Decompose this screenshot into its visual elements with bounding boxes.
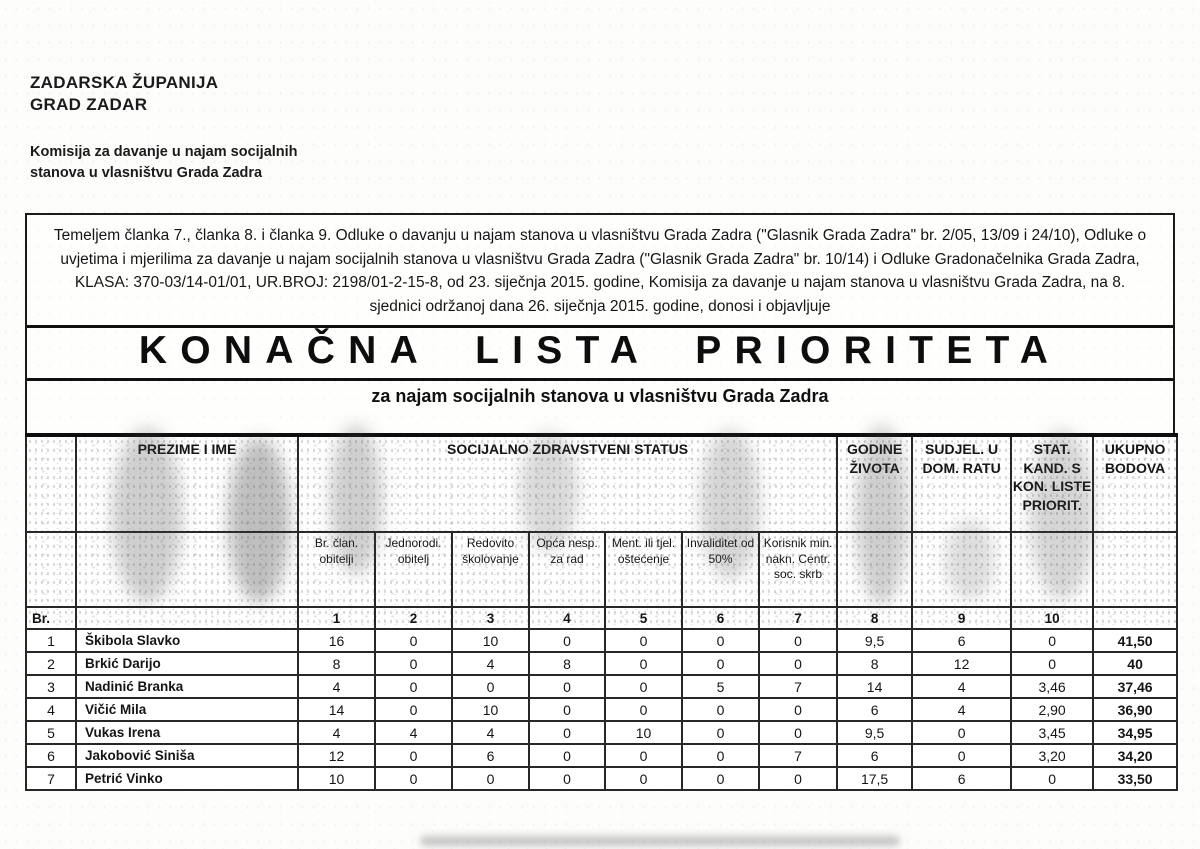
subheader-empty-stat <box>1011 532 1093 607</box>
cell-name: Vičić Mila <box>76 698 298 721</box>
cell-v4: 0 <box>529 744 605 767</box>
cell-name: Brkić Darijo <box>76 652 298 675</box>
header-row-groups <box>26 435 1177 532</box>
number-col-6: 6 <box>682 607 759 629</box>
cell-v7: 7 <box>759 744 837 767</box>
cell-rank: 4 <box>26 698 76 721</box>
cell-v4: 0 <box>529 675 605 698</box>
subcol-header-redovito-skolovanje: Redovito školovanje <box>452 532 529 607</box>
cell-v7: 0 <box>759 767 837 790</box>
subheader-empty-godine <box>837 532 912 607</box>
cell-godine: 17,5 <box>837 767 912 790</box>
document-header-box <box>25 213 1175 433</box>
cell-v7: 7 <box>759 675 837 698</box>
col-header-sudjel-dom-ratu: SUDJEL. U DOM. RATU <box>912 435 1011 532</box>
cell-v1: 16 <box>298 629 375 652</box>
cell-sudjel: 6 <box>912 767 1011 790</box>
cell-ukupno: 40 <box>1093 652 1177 675</box>
cell-v6: 5 <box>682 675 759 698</box>
cell-rank: 2 <box>26 652 76 675</box>
cell-stat: 0 <box>1011 629 1093 652</box>
cell-v2: 4 <box>375 721 452 744</box>
cell-v2: 0 <box>375 767 452 790</box>
cell-v2: 0 <box>375 652 452 675</box>
table-row <box>26 698 1177 721</box>
cell-v3: 4 <box>452 721 529 744</box>
subheader-empty-sudjel <box>912 532 1011 607</box>
cell-v4: 0 <box>529 767 605 790</box>
header-row-numbers <box>26 607 1177 629</box>
cell-godine: 6 <box>837 744 912 767</box>
number-row-label: Br. <box>26 607 76 629</box>
subcol-header-jednorodi-obitelj: Jednorodi. obitelj <box>375 532 452 607</box>
number-col-9: 9 <box>912 607 1011 629</box>
table-row <box>26 744 1177 767</box>
subheader-empty-br <box>26 532 76 607</box>
letterhead <box>30 72 298 184</box>
number-col-5: 5 <box>605 607 682 629</box>
cell-rank: 1 <box>26 629 76 652</box>
col-header-godine-zivota: GODINE ŽIVOTA <box>837 435 912 532</box>
letterhead-commission-line2: stanova u vlasništvu Grada Zadra <box>30 164 263 181</box>
cell-stat: 3,20 <box>1011 744 1093 767</box>
cell-v4: 0 <box>529 698 605 721</box>
table-row <box>26 629 1177 652</box>
subcol-header-ment-tjel-ostecenje: Ment. ili tjel. oštećenje <box>605 532 682 607</box>
subcol-header-invaliditet: Invaliditet od 50% <box>682 532 759 607</box>
cell-name: Vukas Irena <box>76 721 298 744</box>
table-row <box>26 675 1177 698</box>
cell-v3: 10 <box>452 629 529 652</box>
cell-v5: 0 <box>605 652 682 675</box>
cell-v1: 8 <box>298 652 375 675</box>
cell-godine: 9,5 <box>837 721 912 744</box>
cell-v1: 10 <box>298 767 375 790</box>
page-subtitle: za najam socijalnih stanova u vlasništvu Grada Zadra <box>371 386 829 407</box>
cell-sudjel: 0 <box>912 721 1011 744</box>
subheader-empty-name <box>76 532 298 607</box>
number-row-empty-name <box>76 607 298 629</box>
cell-stat: 0 <box>1011 767 1093 790</box>
cell-v7: 0 <box>759 721 837 744</box>
number-col-2: 2 <box>375 607 452 629</box>
cell-rank: 7 <box>26 767 76 790</box>
cell-stat: 3,45 <box>1011 721 1093 744</box>
cell-sudjel: 4 <box>912 675 1011 698</box>
cell-v5: 0 <box>605 675 682 698</box>
table-row <box>26 721 1177 744</box>
cell-v2: 0 <box>375 744 452 767</box>
number-row-empty-ukupno <box>1093 607 1177 629</box>
cell-v3: 4 <box>452 652 529 675</box>
cell-godine: 6 <box>837 698 912 721</box>
cell-ukupno: 33,50 <box>1093 767 1177 790</box>
cell-v7: 0 <box>759 629 837 652</box>
cell-godine: 8 <box>837 652 912 675</box>
header-br-empty <box>26 435 76 532</box>
cell-v6: 0 <box>682 767 759 790</box>
table-row <box>26 652 1177 675</box>
title-row <box>27 325 1173 381</box>
cell-v7: 0 <box>759 698 837 721</box>
cell-v3: 0 <box>452 675 529 698</box>
cell-sudjel: 12 <box>912 652 1011 675</box>
cell-v2: 0 <box>375 629 452 652</box>
number-col-1: 1 <box>298 607 375 629</box>
cell-v3: 6 <box>452 744 529 767</box>
cell-sudjel: 0 <box>912 744 1011 767</box>
subtitle-row <box>27 381 1173 433</box>
page-title: KONAČNA LISTA PRIORITETA <box>138 329 1062 373</box>
cell-v3: 0 <box>452 767 529 790</box>
cell-ukupno: 36,90 <box>1093 698 1177 721</box>
cell-v5: 0 <box>605 744 682 767</box>
cell-v2: 0 <box>375 675 452 698</box>
cell-v1: 12 <box>298 744 375 767</box>
cell-rank: 6 <box>26 744 76 767</box>
cell-v5: 10 <box>605 721 682 744</box>
cell-v5: 0 <box>605 629 682 652</box>
cell-ukupno: 37,46 <box>1093 675 1177 698</box>
subheader-empty-ukupno <box>1093 532 1177 607</box>
number-col-4: 4 <box>529 607 605 629</box>
header-row-subcolumns <box>26 532 1177 607</box>
cell-ukupno: 34,20 <box>1093 744 1177 767</box>
number-col-10: 10 <box>1011 607 1093 629</box>
number-col-8: 8 <box>837 607 912 629</box>
cell-sudjel: 6 <box>912 629 1011 652</box>
preamble-text: Temeljem članka 7., članka 8. i članka 9. Odluke o davanju u najam stanova u vlasništvu Grada Zadra ("Glasnik Grada Zadra" br. 2/05, 13/09 i 24/10), Odluke o uvjetima i mjerilima za davanje u najam socijalnih stanova u vlasništvu Grada Zadra ("Glasnik Grada Zadra" br. 10/14) i Odluke Gradonačelnika Grada Zadra, KLASA: 370-03/14-01/01, UR.BROJ: 2198/01-2-15-8, od 23. siječnja 2015. godine, Komisija za davanje u najam stanova u vlasništvu Grada Zadra, na 8. sjednici održanoj dana 26. siječnja 2015. godine, donosi i objavljuje <box>53 227 1147 315</box>
col-header-stat-kand: STAT. KAND. S KON. LISTE PRIORIT. <box>1011 435 1093 532</box>
cell-v4: 0 <box>529 629 605 652</box>
table-row <box>26 767 1177 790</box>
number-col-7: 7 <box>759 607 837 629</box>
subcol-header-opca-nesp-za-rad: Opća nesp. za rad <box>529 532 605 607</box>
cell-v1: 4 <box>298 721 375 744</box>
cell-stat: 2,90 <box>1011 698 1093 721</box>
cell-v7: 0 <box>759 652 837 675</box>
cell-name: Jakobović Siniša <box>76 744 298 767</box>
cell-v4: 0 <box>529 721 605 744</box>
cell-v4: 8 <box>529 652 605 675</box>
priority-table <box>25 433 1178 791</box>
cell-ukupno: 41,50 <box>1093 629 1177 652</box>
cell-v6: 0 <box>682 744 759 767</box>
subcol-header-br-clan-obitelji: Br. član. obitelji <box>298 532 375 607</box>
cell-v3: 10 <box>452 698 529 721</box>
cell-stat: 0 <box>1011 652 1093 675</box>
cell-v1: 14 <box>298 698 375 721</box>
cell-godine: 9,5 <box>837 629 912 652</box>
cell-v1: 4 <box>298 675 375 698</box>
letterhead-commission-line1: Komisija za davanje u najam socijalnih <box>30 143 298 160</box>
cell-rank: 3 <box>26 675 76 698</box>
number-col-3: 3 <box>452 607 529 629</box>
col-header-socijalno-status: SOCIJALNO ZDRAVSTVENI STATUS <box>298 435 837 532</box>
cell-ukupno: 34,95 <box>1093 721 1177 744</box>
cell-name: Nadinić Branka <box>76 675 298 698</box>
cell-v6: 0 <box>682 652 759 675</box>
letterhead-city: GRAD ZADAR <box>30 95 148 115</box>
letterhead-county: ZADARSKA ŽUPANIJA <box>30 73 219 92</box>
cell-v6: 0 <box>682 721 759 744</box>
cell-v5: 0 <box>605 767 682 790</box>
subcol-header-korisnik-min-nakn: Korisnik min. nakn. Centr. soc. skrb <box>759 532 837 607</box>
document-body <box>25 213 1175 791</box>
scan-smudge <box>420 836 900 846</box>
cell-stat: 3,46 <box>1011 675 1093 698</box>
col-header-ukupno-bodova: UKUPNO BODOVA <box>1093 435 1177 532</box>
cell-v5: 0 <box>605 698 682 721</box>
cell-godine: 14 <box>837 675 912 698</box>
cell-rank: 5 <box>26 721 76 744</box>
cell-name: Škibola Slavko <box>76 629 298 652</box>
cell-v2: 0 <box>375 698 452 721</box>
cell-name: Petrić Vinko <box>76 767 298 790</box>
cell-v6: 0 <box>682 698 759 721</box>
col-header-prezime-i-ime: PREZIME I IME <box>76 435 298 532</box>
cell-v6: 0 <box>682 629 759 652</box>
cell-sudjel: 4 <box>912 698 1011 721</box>
